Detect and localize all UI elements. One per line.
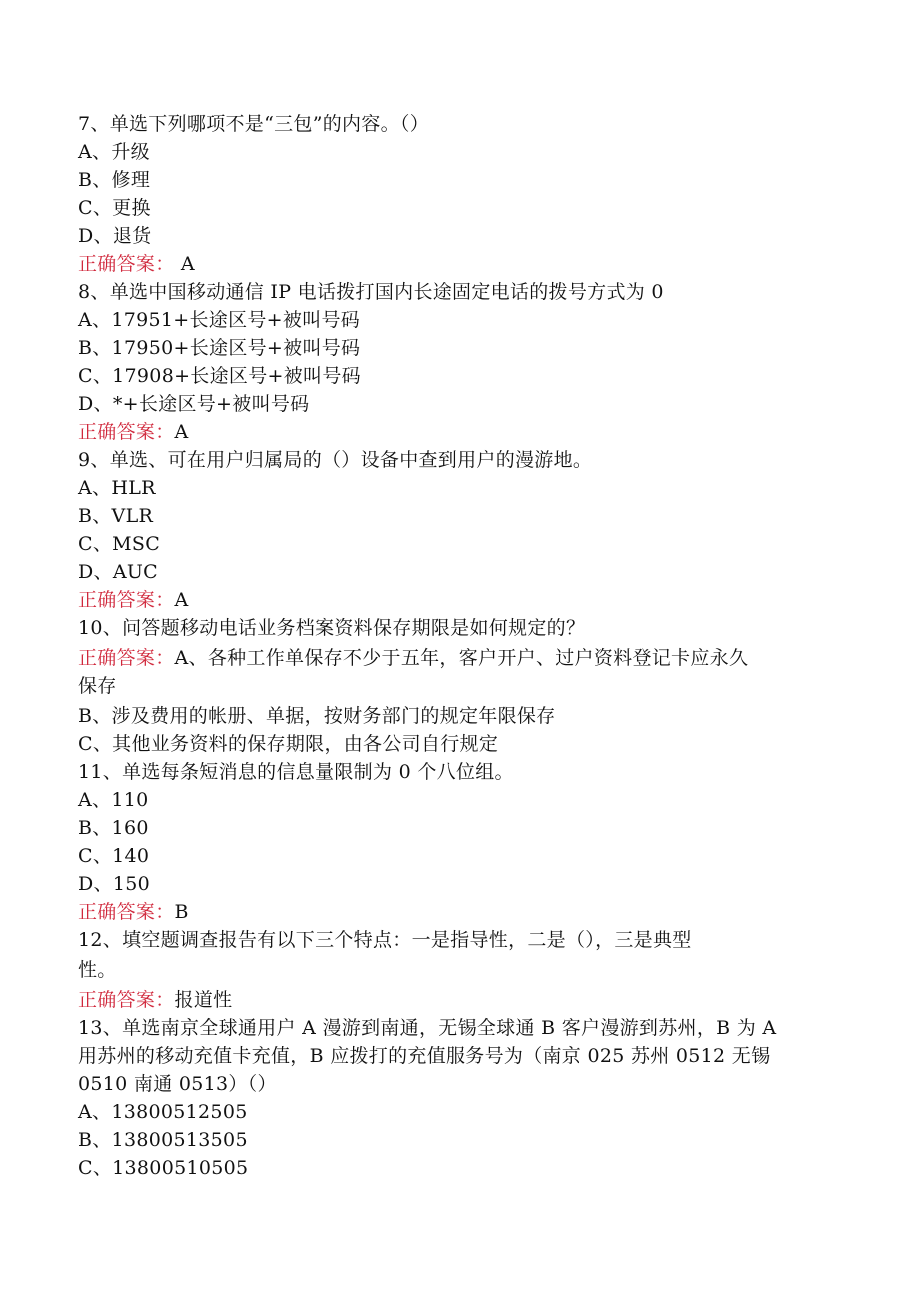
q9-option-a: A、HLR [78,477,156,499]
q7-option-a: A、升级 [78,141,150,163]
q9-answer [78,588,189,612]
q13-option-c: C、13800510505 [78,1157,249,1179]
q12-answer-value: 报道性 [174,989,233,1011]
q9-option-d: D、AUC [78,561,159,583]
q10-answer-line-3: B、涉及费用的帐册、单据，按财务部门的规定年限保存 [78,705,556,727]
q11-option-d: D、150 [78,873,150,895]
q11-option-a: A、110 [78,789,149,811]
q7-question: 7、单选下列哪项不是“三包”的内容。（） [78,113,430,135]
q9-question: 9、单选、可在用户归属局的（）设备中查到用户的漫游地。 [78,449,593,471]
answer-label: 正确答案： [78,989,175,1011]
q9-answer-value: A [174,589,189,611]
q10-answer-line-4: C、其他业务资料的保存期限，由各公司自行规定 [78,733,499,755]
q13-option-b: B、13800513505 [78,1129,248,1151]
q9-option-c: C、MSC [78,533,161,555]
q10-answer [78,646,748,670]
q8-option-a: A、17951+长途区号+被叫号码 [78,309,361,331]
answer-label: 正确答案： [78,253,175,275]
q8-option-b: B、17950+长途区号+被叫号码 [78,337,361,359]
q13-option-a: A、13800512505 [78,1101,248,1123]
answer-label: 正确答案： [78,421,175,443]
q8-option-c: C、17908+长途区号+被叫号码 [78,365,361,387]
q13-question-line-2: 用苏州的移动充值卡充值，B 应拨打的充值服务号为（南京 025 苏州 0512 无锡 [78,1045,771,1067]
q12-question-line-1: 12、填空题调查报告有以下三个特点：一是指导性，二是（），三是典型 [78,929,692,951]
q11-option-c: C、140 [78,845,150,867]
q8-answer-value: A [174,421,189,443]
q7-option-c: C、更换 [78,197,151,219]
q9-option-b: B、VLR [78,505,154,527]
answer-label: 正确答案： [78,589,175,611]
q11-question: 11、单选每条短消息的信息量限制为 0 个八位组。 [78,761,514,783]
answer-label: 正确答案： [78,647,175,669]
q10-answer-line-2: 保存 [78,675,117,697]
q12-question-line-2: 性。 [78,959,117,981]
q8-question: 8、单选中国移动通信 IP 电话拨打国内长途固定电话的拨号方式为 0 [78,281,664,303]
q13-question-line-1: 13、单选南京全球通用户 A 漫游到南通，无锡全球通 B 客户漫游到苏州，B 为 A [78,1017,777,1039]
q7-answer-value: A [174,253,195,275]
q11-answer-value: B [174,901,189,923]
q11-option-b: B、160 [78,817,149,839]
q10-answer-line-1: A、各种工作单保存不少于五年，客户开户、过户资料登记卡应永久 [174,647,749,669]
q12-answer [78,988,232,1012]
q7-option-d: D、退货 [78,225,152,247]
q8-option-d: D、*+长途区号+被叫号码 [78,393,310,415]
q7-answer [78,252,195,276]
answer-label: 正确答案： [78,901,175,923]
q10-question: 10、问答题移动电话业务档案资料保存期限是如何规定的？ [78,617,586,639]
q11-answer [78,900,189,924]
q8-answer [78,420,189,444]
q7-option-b: B、修理 [78,169,151,191]
q13-question-line-3: 0510 南通 0513）（） [78,1073,277,1095]
